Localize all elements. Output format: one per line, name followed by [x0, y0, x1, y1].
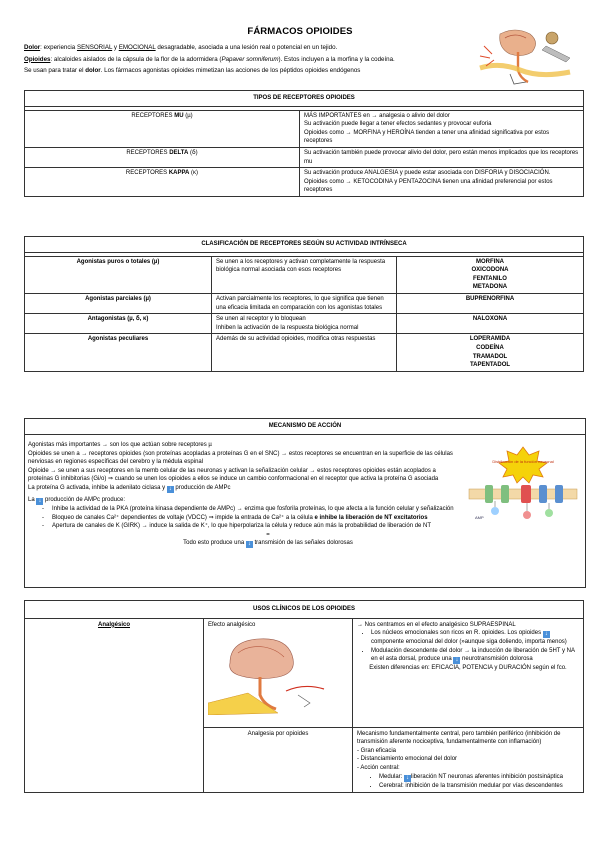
equals-sign: = [266, 531, 270, 538]
intro-line-dolor [24, 42, 464, 54]
list-item: • Los núcleos emocionales son ricos en R. opioides. Los opioides ↓ componente emocional del dolor (»aunque siga doliendo, importa menos) [371, 629, 579, 647]
illustration-label: Distribución de la función neuronal [492, 459, 554, 464]
dolor-text-b: y [112, 44, 119, 51]
opioides-text-b: ). Estos incluyen a la morfina y la codeína. [278, 55, 395, 63]
table-row [25, 147, 584, 167]
intro-line-opioides [24, 54, 464, 66]
class-name: Agonistas parciales (µ) [25, 293, 212, 313]
table-row [25, 293, 584, 313]
class-name: Agonistas peculiares [25, 334, 212, 371]
mechanism-section [24, 418, 586, 588]
down-arrow-icon: ↓ [38, 497, 42, 504]
uso-text-a: Se usan para tratar el [24, 67, 86, 74]
class-drugs: NALOXONA [397, 314, 584, 334]
down-arrow-icon: ↓ [455, 657, 459, 664]
class-description: Se unen a los receptores y activan completamente la respuesta biológica normal asociada con esos receptores [212, 256, 397, 293]
uso-text-b: . Los fármacos agonistas opioides mimetizan las acciones de los péptidos opioides endógenos [100, 67, 361, 74]
dolor-text-a: : experiencia [40, 44, 77, 51]
uses-header: USOS CLÍNICOS DE LOS OPIOIDES [25, 601, 584, 619]
class-description: Se unen al receptor y lo bloquean Inhiben la activación de la respuesta biológica normal [212, 314, 397, 334]
class-drugs: MORFINA OXICODONA FENTANILO METADONA [397, 256, 584, 293]
table-row [25, 256, 584, 293]
table-row [25, 168, 584, 197]
receptor-description: Su activación también puede provocar alivio del dolor, pero están menos implicados que los receptores mu [300, 147, 584, 167]
analgesia-description: Mecanismo fundamentalmente central, pero también periférico (inhibición de transmisión aferente nociceptiva, fundamentalmente con inflamación) - Gran eficacia - Distanciamiento emocional del dolor - Acción central: • Medular: ↓ liberación NT neuronas aferentes inhibición postsináptica • Cerebral: inhibición de la transmisión medular por vías descendentes [353, 727, 584, 793]
opioides-text-a: : alcaloides aislados de la cápsula de la flor de la adormidera ( [50, 55, 222, 63]
papaver-name: Papaver somniferum [221, 55, 279, 63]
list-item: • Medular: ↓ liberación NT neuronas aferentes inhibición postsináptica [379, 773, 579, 782]
class-description: Activan parcialmente los receptores, lo que significa que tienen una eficacia limitada en comparación con los agonistas totales [212, 293, 397, 313]
mechanism-p3: Opioide → se unen a sus receptores en la memb celular de las neuronas y activan la señalización celular → estos receptores opioides están acoplados a proteínas G inhibitorias (Gi/o) ⇒ cuando se unen los opioides a ellos se induce un cambio conformacional en el receptor que activa la proteína G asociada [28, 467, 439, 483]
analgesic-effect-label: Efecto analgésico [208, 621, 256, 628]
classification-table [24, 236, 584, 372]
receptor-name: RECEPTORES DELTA (ẟ) [25, 147, 300, 167]
list-item: • Modulación descendente del dolor → la inducción de liberación de 5HT y NA en el asta dorsal, produce una ↓ neurotransmisión dolorosa [371, 647, 579, 665]
uses-table [24, 600, 584, 793]
table-row [25, 110, 584, 147]
supraspinal-cell: → Nos centramos en el efecto analgésico SUPRAESPINAL • Los núcleos emocionales son ricos en R. opioides. Los opioides ↓ componente emocional del dolor (»aunque siga doliendo, importa menos) • Modulación descendente del dolor → la inducción de liberación de 5HT y NA en el asta dorsal, produce una ↓ neurotransmisión dolorosa Existen diferencias en: EFICACIA, POTENCIA y DURACIÓN según el fco. [353, 618, 584, 727]
mechanism-header: MECANISMO DE ACCIÓN [25, 419, 585, 435]
class-drugs: LOPERAMIDA CODEÍNA TRAMADOL TAPENTADOL [397, 334, 584, 371]
intro-text [24, 42, 464, 77]
mechanism-p2: Opioides se unen a → receptores opioides (son proteínas acopladas a proteínas G en el SNC) → estos receptores se encuentran en la superficie de las células nerviosas en regiones específicas del cerebro y la médula espinal [28, 450, 453, 466]
receptor-name: RECEPTORES KAPPA (κ) [25, 168, 300, 197]
list-item: - Inhibe la actividad de la PKA (proteína kinasa dependiente de AMPc) → enzima que fosforila proteínas, lo que afecta a la función celular y señalización [52, 505, 458, 514]
list-item: • Cerebral: inhibición de la transmisión medular por vías descendentes [379, 782, 579, 791]
list-item: - Bloqueo de canales Ca²⁺ dependientes de voltaje (VDCC) ⇒ impide la entrada de Ca²⁺ a la célula e inhibe la liberación de NT excitatorios [52, 514, 458, 523]
analgesic-effect-cell [204, 618, 353, 727]
receptors-table [24, 90, 584, 197]
table-row [25, 618, 584, 727]
receptor-name: RECEPTORES MU (µ) [25, 110, 300, 147]
class-drugs: BUPRENORFINA [397, 293, 584, 313]
sensorial-word: SENSORIAL [76, 44, 113, 51]
down-arrow-icon: ↓ [247, 541, 251, 548]
receptor-description: MÁS IMPORTANTES en → analgesia o alivio del dolor Su activación puede llegar a tener efectos sedantes y provocar euforia Opioides como → MORFINA y HEROÍNA tienden a tener una afinidad significativa por estos receptores [300, 110, 584, 147]
mechanism-p1: Agonistas más importantes → son los que actúan sobre receptores µ [28, 442, 212, 448]
mechanism-illustration [465, 445, 581, 531]
table-row [25, 314, 584, 334]
uso-bold: dolor [85, 67, 101, 74]
down-arrow-icon: ↓ [544, 631, 548, 638]
uses-category: Analgésico [25, 618, 204, 793]
down-arrow-icon: ↓ [168, 485, 172, 492]
page-title: FÁRMACOS OPIOIDES [247, 26, 353, 37]
class-description: Además de su actividad opioides, modifica otras respuestas [212, 334, 397, 371]
receptor-description: Su activación produce ANALGESIA y puede estar asociada con DISFORIA y DISOCIACIÓN. Opioides como → KETOCODINA y PENTAZOCINA tienen una afinidad preferencial por estos receptores [300, 168, 584, 197]
class-name: Agonistas puros o totales (µ) [25, 256, 212, 293]
intro-line-uso [24, 65, 464, 77]
mechanism-p5: La ↓ producción de AMPc produce: [28, 496, 126, 504]
opioid-illustration [470, 24, 580, 86]
class-name: Antagonistas (µ, ẟ, κ) [25, 314, 212, 334]
classification-header: CLASIFICACIÓN DE RECEPTORES SEGÚN SU ACTIVIDAD INTRÍNSECA [25, 237, 584, 253]
analgesia-label: Analgesia por opioides [204, 727, 353, 793]
down-arrow-icon: ↓ [406, 774, 410, 781]
illustration-small-label: AMP [475, 515, 484, 520]
mechanism-list [28, 505, 458, 531]
mechanism-body [28, 441, 458, 548]
mechanism-conclusion: Todo esto produce una ↓ transmisión de las señales dolorosas [183, 540, 353, 548]
dolor-text-c: desagradable, asociada a una lesión real o potencial en un tejido. [155, 44, 338, 51]
emocional-word: EMOCIONAL [118, 44, 156, 51]
list-item: - Apertura de canales de K (GIRK) → induce la salida de K⁺, lo que hiperpolariza la célula y reduce aún más la probabilidad de liberación de NT [52, 522, 458, 531]
dolor-label: Dolor [24, 44, 41, 51]
mechanism-p4: La proteína G activada, inhibe la adenilato ciclasa y ↓ producción de AMPc [28, 484, 231, 492]
table-row [25, 334, 584, 371]
receptors-header: TIPOS DE RECEPTORES OPIOIDES [25, 91, 584, 107]
brain-illustration [208, 633, 338, 715]
opioides-label: Opioides [24, 55, 51, 63]
